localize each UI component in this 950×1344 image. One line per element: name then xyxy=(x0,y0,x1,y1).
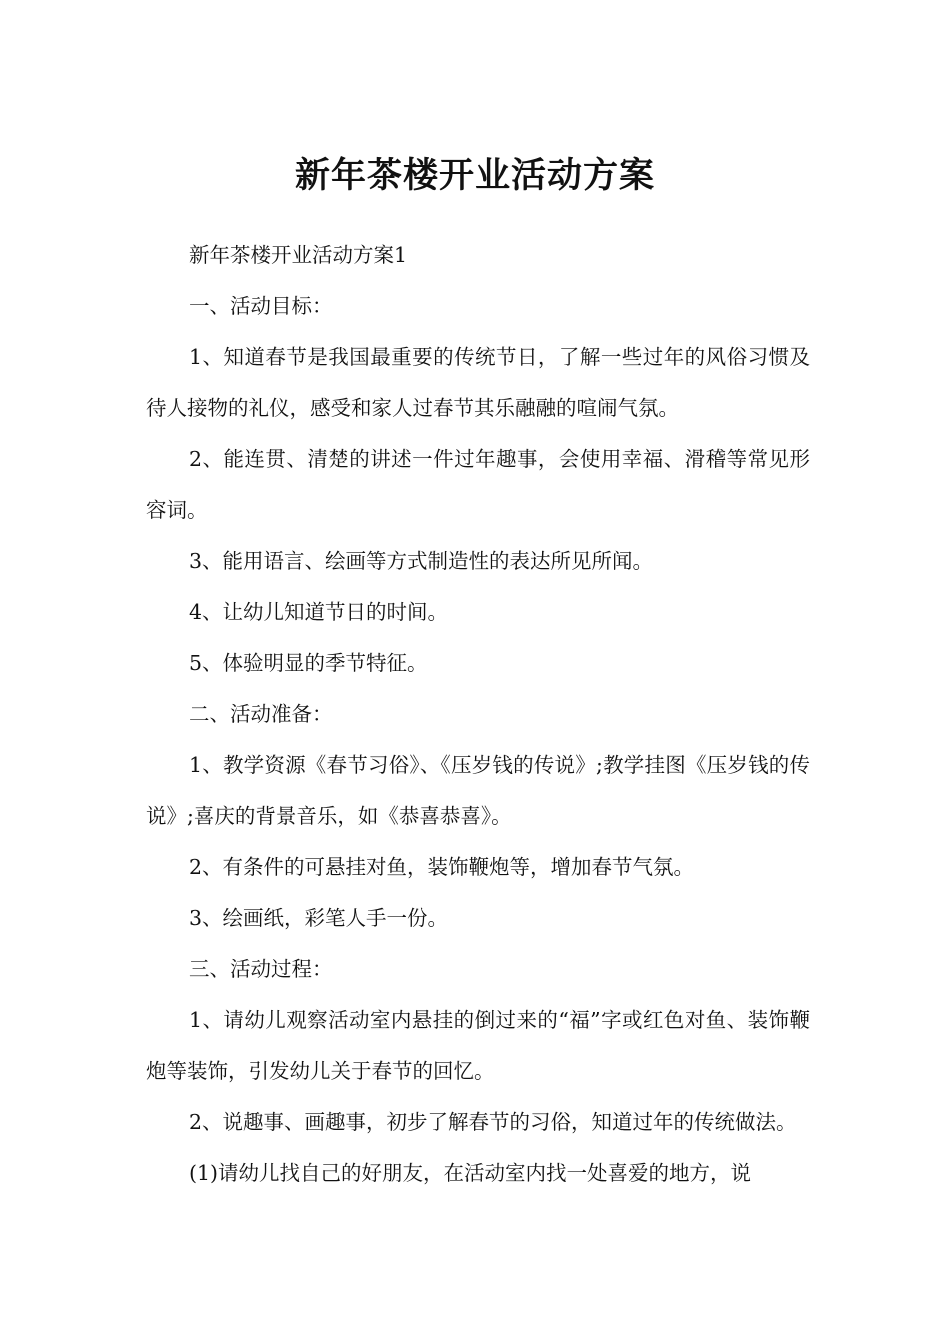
section-heading-process: 三、活动过程： xyxy=(189,957,333,981)
document-title: 新年茶楼开业活动方案 xyxy=(294,156,655,197)
section-heading-goals: 一、活动目标： xyxy=(189,294,333,318)
paragraph: 1、教学资源《春节习俗》、《压岁钱的传说》;教学挂图《压岁钱的传说》;喜庆的背景音乐，如《恭喜恭喜》。 xyxy=(146,753,810,828)
paragraph: 3、能用语言、绘画等方式制造性的表达所见所闻。 xyxy=(189,549,654,573)
paragraph: 2、说趣事、画趣事，初步了解春节的习俗，知道过年的传统做法。 xyxy=(189,1110,797,1134)
section-heading-preparation: 二、活动准备： xyxy=(189,702,333,726)
document-body xyxy=(146,230,810,1199)
paragraph: 4、让幼儿知道节日的时间。 xyxy=(189,600,449,624)
paragraph: 2、有条件的可悬挂对鱼，装饰鞭炮等，增加春节气氛。 xyxy=(189,855,695,879)
paragraph: 2、能连贯、清楚的讲述一件过年趣事，会使用幸福、滑稽等常见形容词。 xyxy=(146,447,810,522)
paragraph: (1)请幼儿找自己的好朋友，在活动室内找一处喜爱的地方，说 xyxy=(189,1161,752,1185)
paragraph: 3、绘画纸，彩笔人手一份。 xyxy=(189,906,449,930)
paragraph: 1、请幼儿观察活动室内悬挂的倒过来的“福”字或红色对鱼、装饰鞭炮等装饰，引发幼儿关于春节的回忆。 xyxy=(146,1008,810,1083)
paragraph: 5、体验明显的季节特征。 xyxy=(189,651,428,675)
paragraph-subtitle: 新年茶楼开业活动方案1 xyxy=(189,243,408,267)
paragraph: 1、知道春节是我国最重要的传统节日，了解一些过年的风俗习惯及待人接物的礼仪，感受和家人过春节其乐融融的喧闹气氛。 xyxy=(146,345,810,420)
